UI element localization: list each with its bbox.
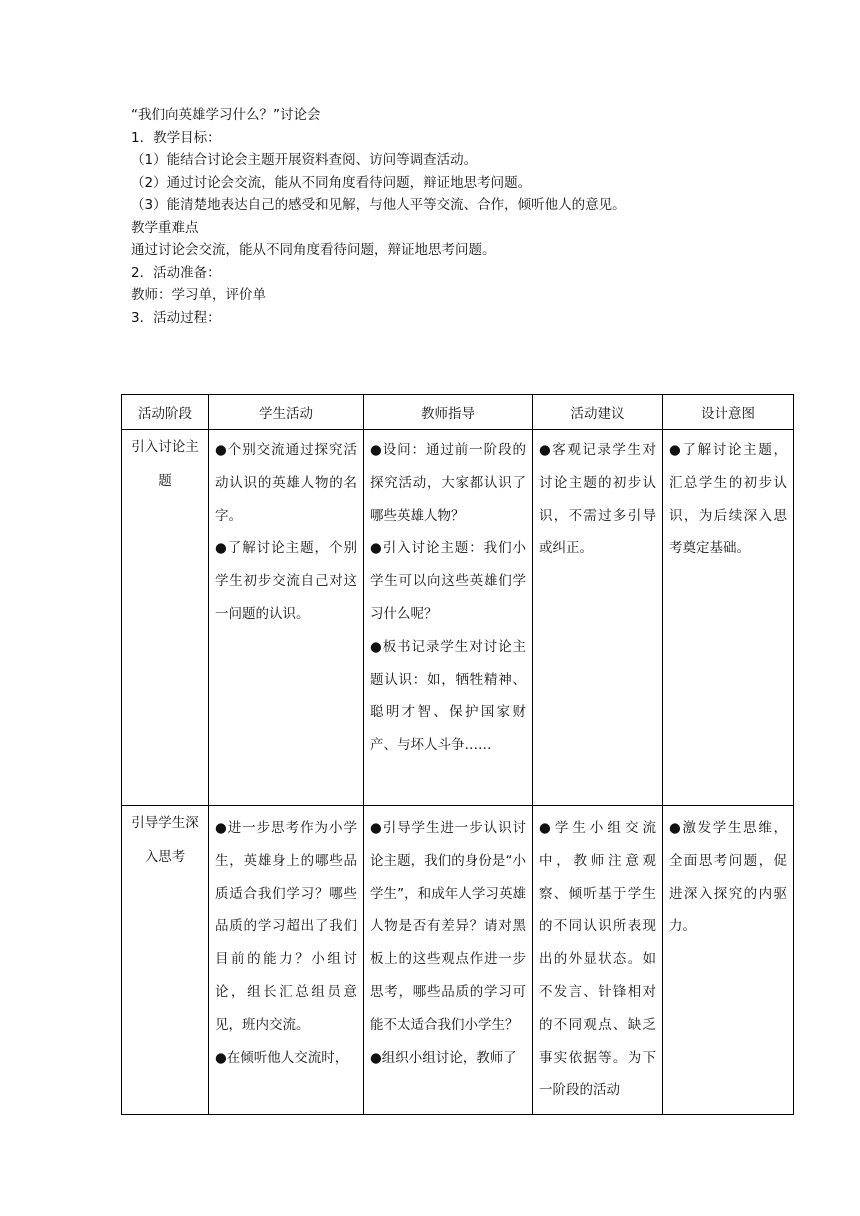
cell-paragraph: ●学生小组交流中，教师注意观察、倾听基于学生的不同认识所表现出的外显状态。如不发言、针锋相对的不同观点、缺乏事实依据等。为下一阶段的活动 [539, 820, 656, 1099]
prep-text: 教师：学习单，评价单 [131, 287, 266, 303]
objective-1: （1）能结合讨论会主题开展资料查阅、访问等调查活动。 [131, 152, 478, 168]
cell-paragraph: ●板书记录学生对讨论主题认识：如，牺牲精神、聪明才智、保护国家财产、与坏人斗争…… [370, 638, 526, 754]
document-title: “我们向英雄学习什么？”讨论会 [131, 107, 321, 123]
table-header-row [122, 395, 794, 430]
prep-heading: 2．活动准备： [131, 264, 221, 281]
cell-paragraph: ●设问：通过前一阶段的探究活动，大家都认识了哪些英雄人物？ [370, 442, 526, 524]
key-points-heading: 教学重难点 [131, 219, 199, 236]
activity-process-table [121, 394, 794, 1115]
student-activity-cell [209, 806, 364, 1115]
key-points-text: 通过讨论会交流，能从不同角度看待问题，辩证地思考问题。 [131, 242, 496, 258]
design-intent-cell [663, 806, 794, 1115]
cell-paragraph: ●进一步思考作为小学生，英雄身上的哪些品质适合我们学习？哪些品质的学习超出了我们目前的能力？小组讨论，组长汇总组员意见，班内交流。 [215, 820, 357, 1033]
design-intent-cell [663, 430, 794, 806]
cell-paragraph: ●客观记录学生对讨论主题的初步认识，不需过多引导或纠正。 [539, 442, 656, 557]
cell-paragraph: ●了解讨论主题，个别学生初步交流自己对这一问题的认识。 [215, 540, 357, 622]
activity-suggestion-cell [533, 806, 663, 1115]
table-row [122, 806, 794, 1115]
header-activity-suggestion: 活动建议 [533, 395, 663, 430]
activity-suggestion-cell [533, 430, 663, 806]
cell-paragraph: ●组织小组讨论，教师了 [370, 1049, 517, 1066]
objective-3: （3）能清楚地表达自己的感受和见解，与他人平等交流、合作，倾听他人的意见。 [131, 197, 626, 213]
cell-paragraph: ●个别交流通过探究活动认识的英雄人物的名字。 [215, 442, 357, 524]
objective-2: （2）通过讨论会交流，能从不同角度看待问题，辩证地思考问题。 [131, 174, 532, 191]
cell-paragraph: ●激发学生思维，全面思考问题，促进深入探究的内驱力。 [669, 820, 787, 935]
cell-paragraph: ●在倾听他人交流时， [215, 1049, 349, 1066]
student-activity-cell [209, 430, 364, 806]
teacher-guidance-cell [364, 806, 533, 1115]
stage-cell: 引入讨论主题 [122, 430, 209, 806]
stage-cell: 引导学生深入思考 [122, 806, 209, 1115]
teacher-guidance-cell [364, 430, 533, 806]
process-heading: 3．活动过程： [131, 309, 221, 326]
objectives-heading: 1．教学目标： [131, 129, 221, 146]
table-row [122, 430, 794, 806]
header-student-activity: 学生活动 [209, 395, 364, 430]
header-stage: 活动阶段 [122, 395, 209, 430]
cell-paragraph: ●了解讨论主题，汇总学生的初步认识，为后续深入思考奠定基础。 [669, 442, 787, 557]
cell-paragraph: ●引导学生进一步认识讨论主题，我们的身份是“小学生”，和成年人学习英雄人物是否有差异？请对黑板上的这些观点作进一步思考，哪些品质的学习可能不太适合我们小学生？ [370, 820, 526, 1033]
document-intro [131, 104, 811, 329]
header-design-intent: 设计意图 [663, 395, 794, 430]
cell-paragraph: ●引入讨论主题：我们小学生可以向这些英雄们学习什么呢？ [370, 540, 526, 622]
header-teacher-guidance: 教师指导 [364, 395, 533, 430]
